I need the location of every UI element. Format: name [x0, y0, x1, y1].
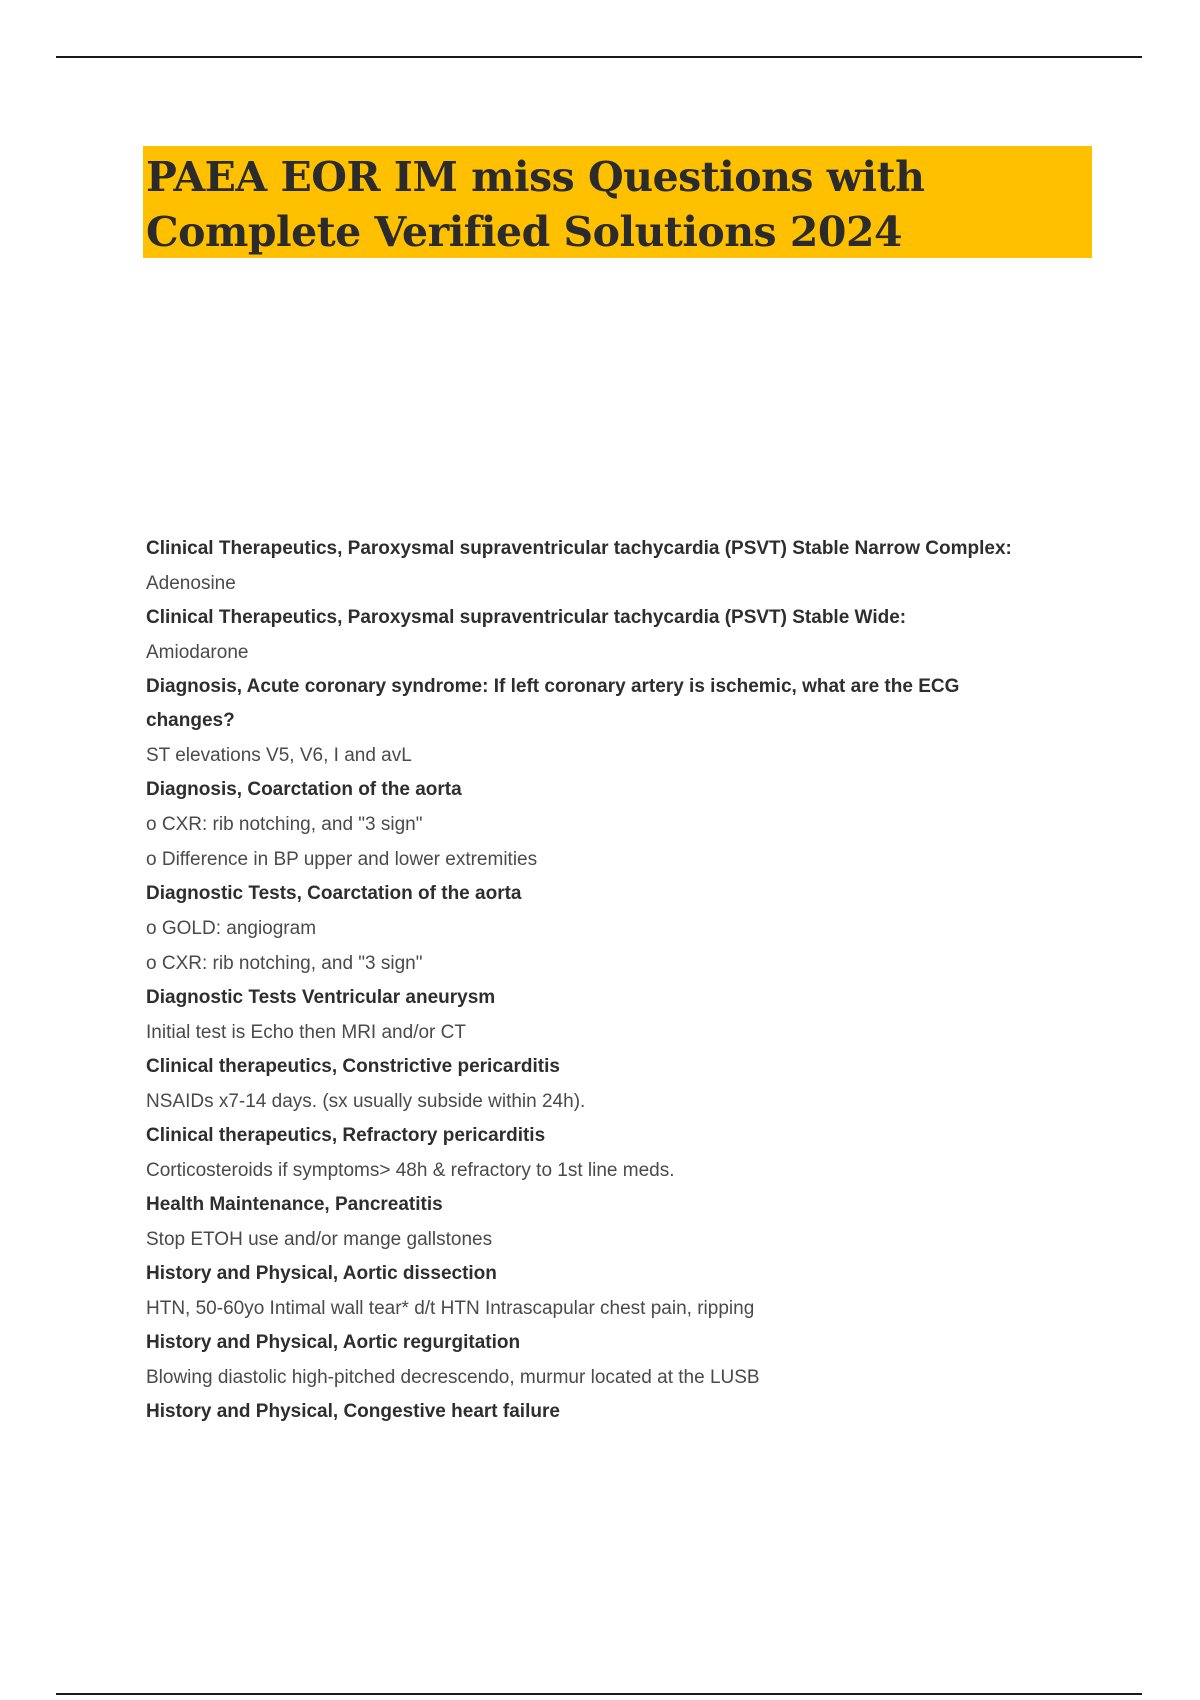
answer: o CXR: rib notching, and "3 sign" [146, 814, 423, 835]
answer: o CXR: rib notching, and "3 sign" [146, 953, 423, 974]
footer-rule [56, 1693, 1142, 1695]
document-title-line-2: Complete Verified Solutions 2024 [146, 208, 903, 256]
question: Diagnostic Tests Ventricular aneurysm [146, 987, 496, 1008]
answer: Corticosteroids if symptoms> 48h & refractory to 1st line meds. [146, 1160, 675, 1181]
answer: Adenosine [146, 573, 236, 594]
answer: NSAIDs x7-14 days. (sx usually subside within 24h). [146, 1091, 586, 1112]
document-title-highlight [143, 146, 1092, 258]
question: History and Physical, Aortic dissection [146, 1263, 497, 1284]
answer: Stop ETOH use and/or mange gallstones [146, 1229, 493, 1250]
question: Clinical therapeutics, Constrictive pericarditis [146, 1056, 560, 1077]
answer: o GOLD: angiogram [146, 918, 317, 939]
question: Diagnosis, Acute coronary syndrome: If left coronary artery is ischemic, what are the ECG changes? [146, 676, 960, 731]
question: Diagnosis, Coarctation of the aorta [146, 779, 462, 800]
answer: HTN, 50-60yo Intimal wall tear* d/t HTN Intrascapular chest pain, ripping [146, 1298, 755, 1319]
answer: o Difference in BP upper and lower extremities [146, 849, 538, 870]
question: Clinical Therapeutics, Paroxysmal supraventricular tachycardia (PSVT) Stable Narrow Complex: [146, 538, 1012, 559]
qa-list [146, 532, 1106, 1429]
answer: Amiodarone [146, 642, 249, 663]
question: History and Physical, Congestive heart failure [146, 1401, 560, 1422]
document-title-line-1: PAEA EOR IM miss Questions with [146, 153, 925, 201]
question: Diagnostic Tests, Coarctation of the aorta [146, 883, 522, 904]
question: Clinical Therapeutics, Paroxysmal supraventricular tachycardia (PSVT) Stable Wide: [146, 607, 907, 628]
answer: Blowing diastolic high-pitched decrescendo, murmur located at the LUSB [146, 1367, 760, 1388]
header-rule [56, 56, 1142, 58]
question: Clinical therapeutics, Refractory pericarditis [146, 1125, 546, 1146]
question: History and Physical, Aortic regurgitation [146, 1332, 521, 1353]
answer: Initial test is Echo then MRI and/or CT [146, 1022, 466, 1043]
question: Health Maintenance, Pancreatitis [146, 1194, 443, 1215]
answer: ST elevations V5, V6, I and avL [146, 745, 412, 766]
